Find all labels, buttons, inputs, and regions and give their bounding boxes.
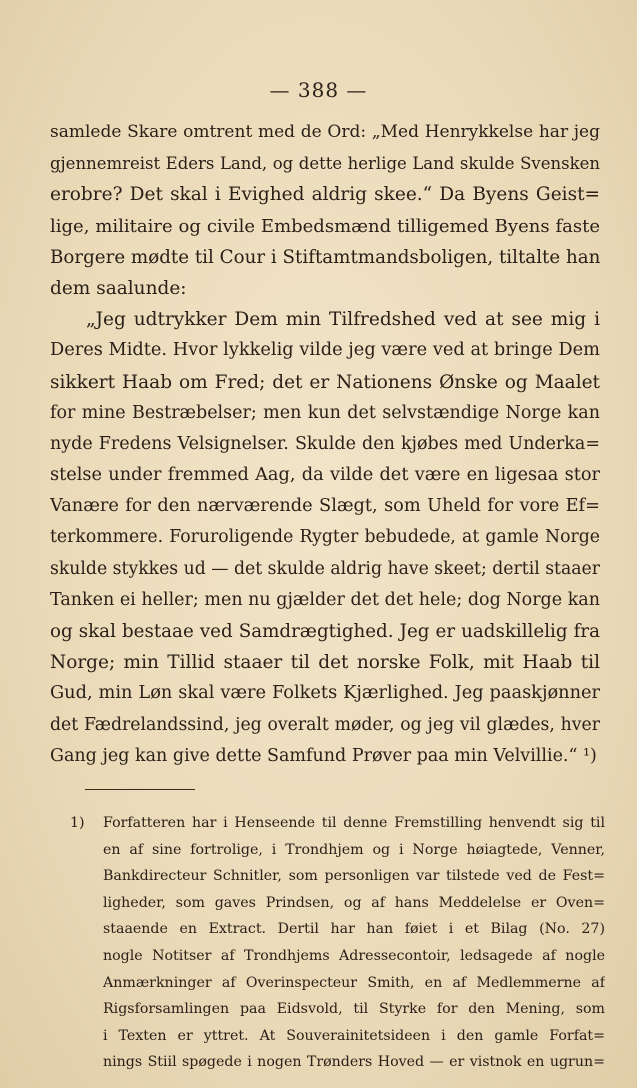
body-text (50, 117, 600, 772)
text-line: Borgere mødte til Cour i Stiftamtmandsboligen, tiltalte han (50, 246, 600, 268)
footnote-line (70, 810, 605, 837)
footnote-line: ligheder, som gaves Prindsen, og af hans Meddelelse er Oven= (103, 894, 605, 911)
footnote-line: Bankdirecteur Schnitler, som personligen var tilstede ved de Fest= (103, 868, 605, 885)
footnote (70, 810, 605, 1076)
text-line: stelse under fremmed Aag, da vilde det være en ligesaa stor (50, 465, 600, 486)
text-line: sikkert Haab om Fred; det er Nationens Ønske og Maalet (50, 371, 600, 393)
footnote-line: i Texten er yttret. At Souverainitetsideen i den gamle Forfat= (103, 1027, 605, 1044)
footnote-line: Anmærkninger af Overinspecteur Smith, en af Medlemmerne af (103, 974, 605, 991)
text-line: for mine Bestræbelser; men kun det selvstændige Norge kan (50, 402, 600, 423)
text-line: samlede Skare omtrent med de Ord: „Med Henrykkelse har jeg (50, 122, 600, 142)
text-line: det Fædrelandssind, jeg overalt møder, og jeg vil glædes, hver (50, 714, 600, 735)
text-line: lige, militaire og civile Embedsmænd tilligemed Byens faste (50, 215, 600, 237)
text-line: terkommere. Foruroligende Rygter bebudede, at gamle Norge (50, 527, 600, 548)
text-line: skulde stykkes ud — det skulde aldrig have skeet; dertil staaer (50, 558, 600, 579)
footnote-divider (85, 789, 195, 790)
text-line: erobre? Det skal i Evighed aldrig skee.“ Da Byens Geist= (50, 184, 600, 206)
footnote-line: nogle Notitser af Trondhjems Adressecontoir, ledsagede af nogle (103, 947, 605, 964)
text-line: Deres Midte. Hvor lykkelig vilde jeg være ved at bringe Dem (50, 340, 600, 361)
page-number: — 388 — (269, 78, 368, 102)
footnote-marker: 1) (70, 815, 85, 831)
text-line: Norge; min Tillid staaer til det norske Folk, mit Haab til (50, 652, 600, 674)
footnote-line-text: Forfatteren har i Henseende til denne Fremstilling henvendt sig til (103, 815, 605, 831)
text-line: gjennemreist Eders Land, og dette herlige Land skulde Svensken (50, 154, 600, 174)
footnote-line: Rigsforsamlingen paa Eidsvold, til Styrke for den Mening, som (103, 1001, 605, 1018)
text-line: og skal bestaae ved Samdrægtighed. Jeg er uadskillelig fra (50, 621, 600, 642)
text-line: Gud, min Løn skal være Folkets Kjærlighed. Jeg paaskjønner (50, 683, 600, 704)
text-line: nyde Fredens Velsignelser. Skulde den kjøbes med Underka= (50, 433, 600, 454)
text-line: Tanken ei heller; men nu gjælder det det hele; dog Norge kan (50, 589, 600, 610)
text-line: Vanære for den nærværende Slægt, som Uheld for vore Ef= (50, 496, 600, 517)
footnote-line: en af sine fortrolige, i Trondhjem og i Norge høiagtede, Venner, (103, 841, 605, 858)
text-line: Gang jeg kan give dette Samfund Prøver paa min Velvillie.“ ¹) (50, 745, 597, 766)
footnote-line: staaende en Extract. Dertil har han føiet i et Bilag (No. 27) (103, 921, 605, 938)
text-line: dem saalunde: (50, 277, 187, 299)
text-line: „Jeg udtrykker Dem min Tilfredshed ved at see mig i (86, 309, 600, 331)
footnote-line: nings Stiil spøgede i nogen Trønders Hoved — er vistnok en ugrun= (103, 1054, 605, 1071)
